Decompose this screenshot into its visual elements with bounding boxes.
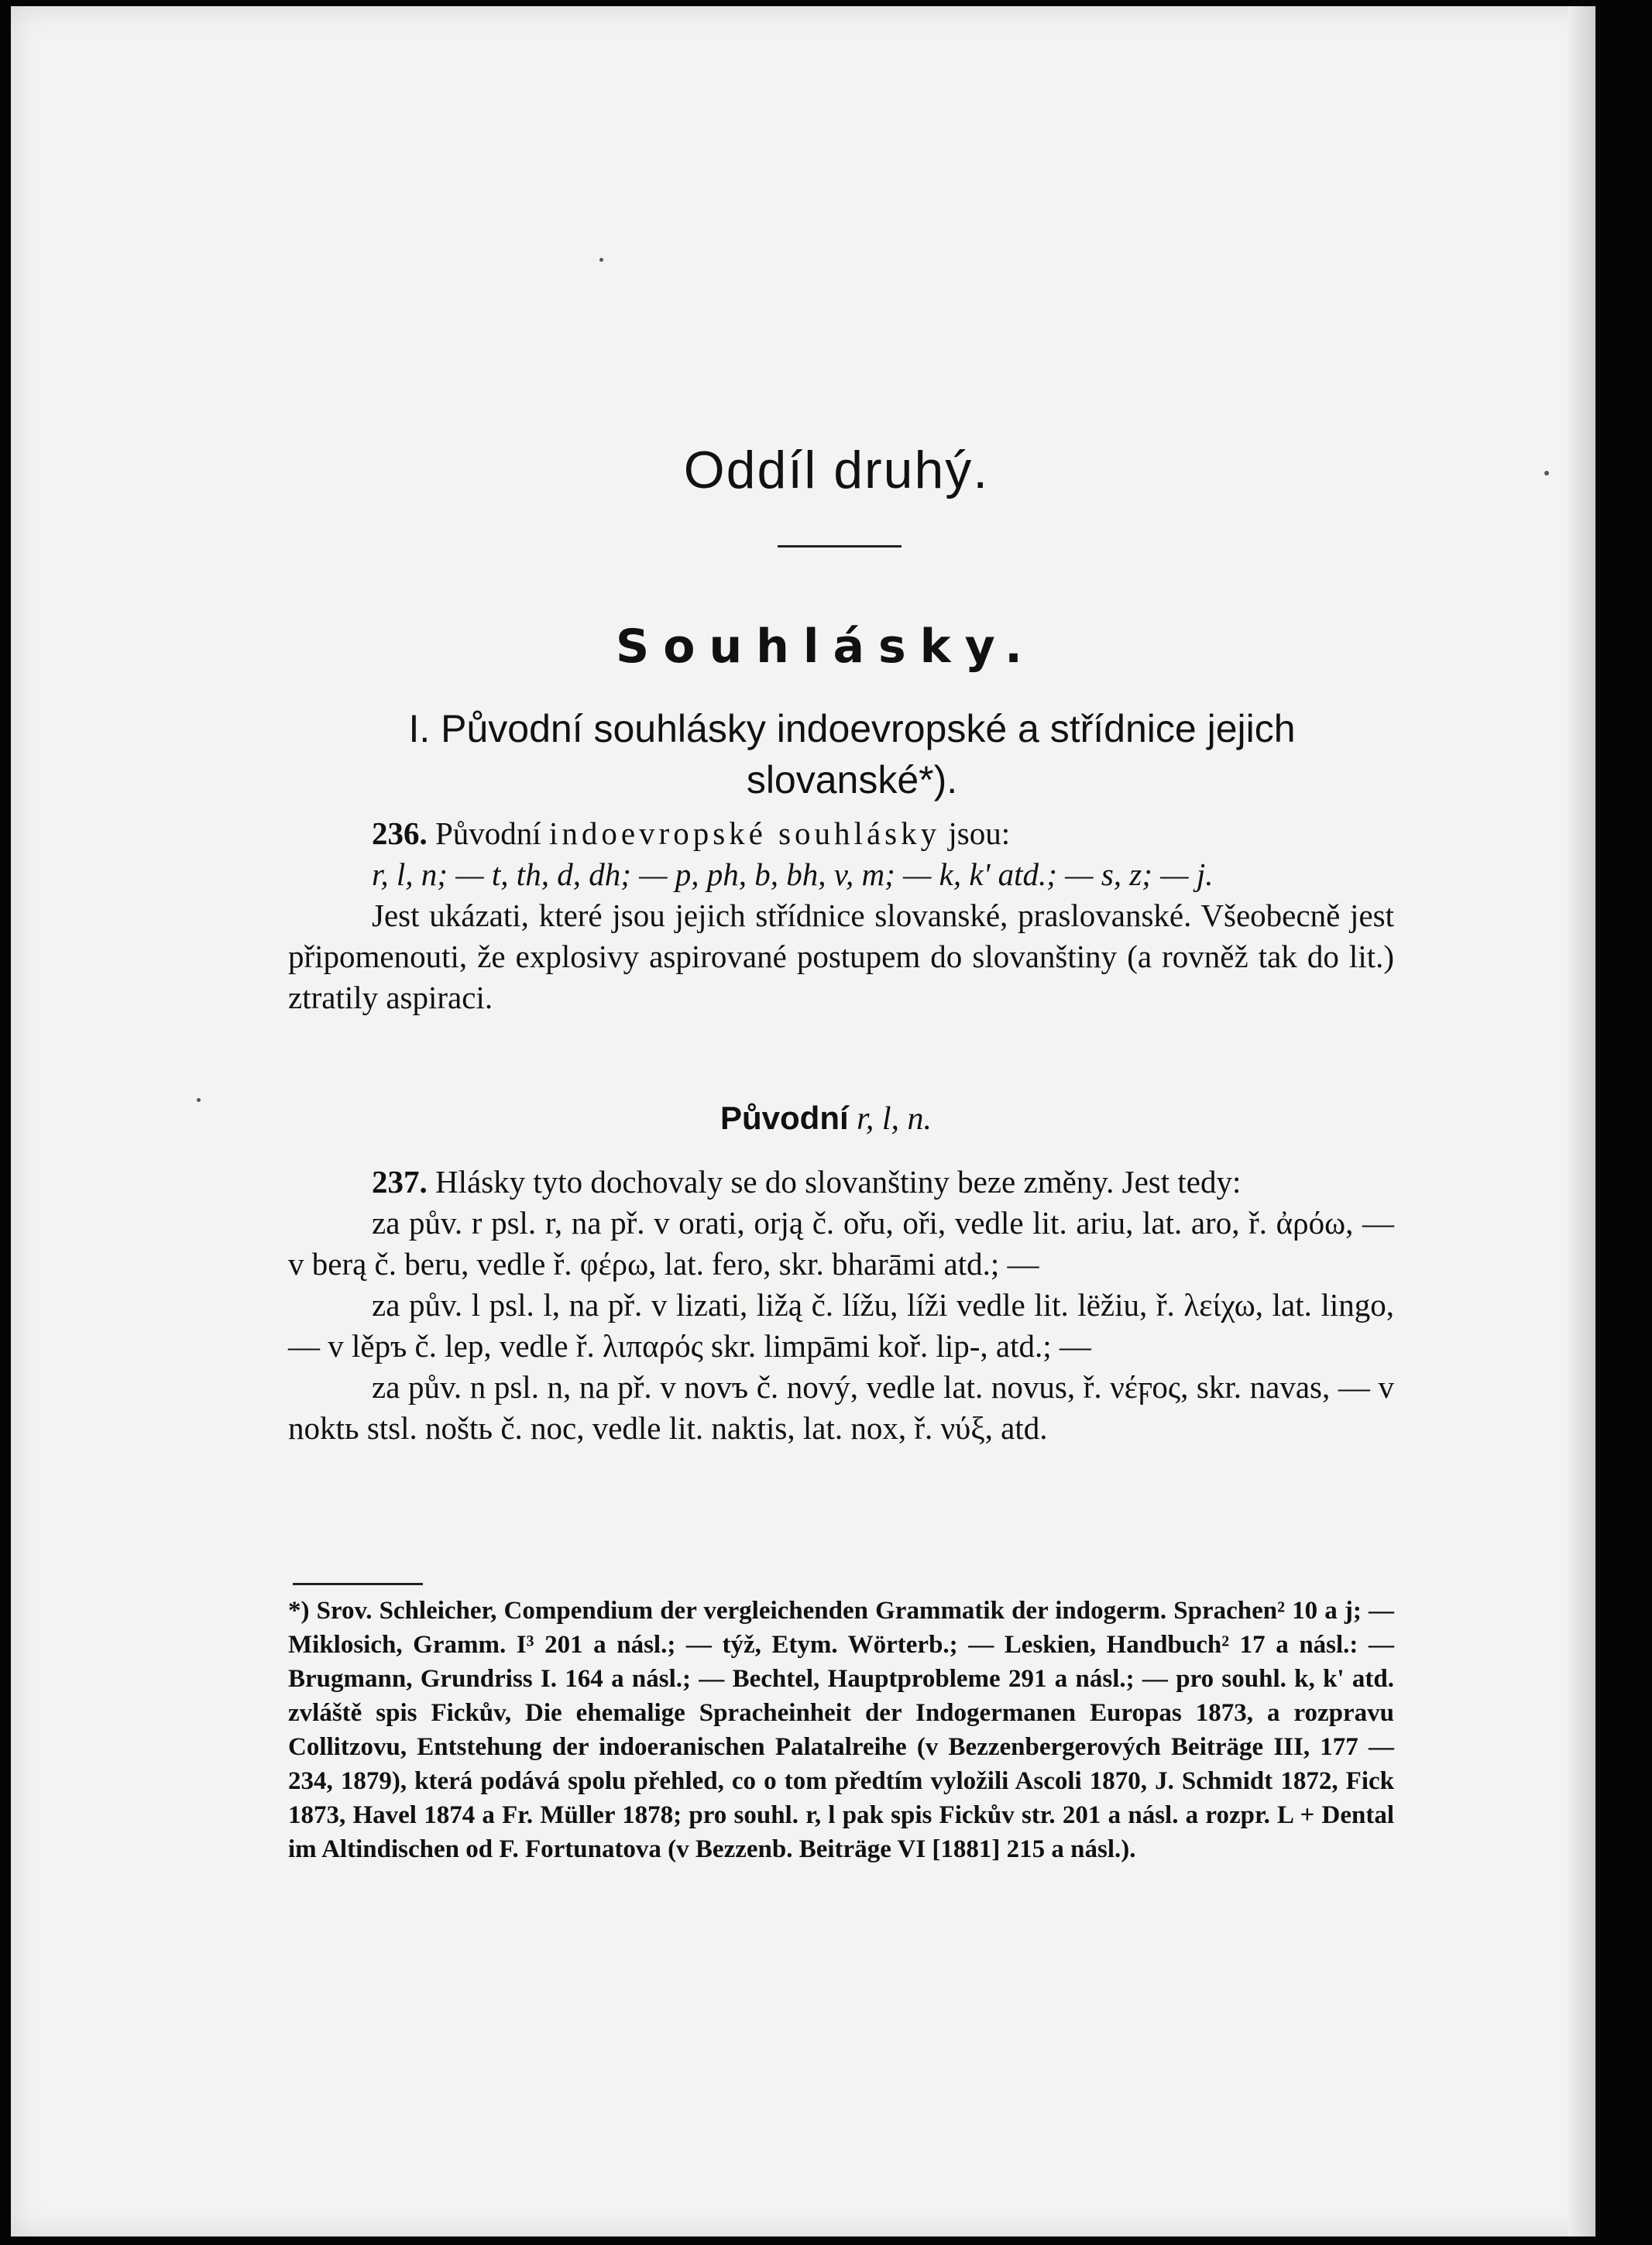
paragraph-number: 237. [372, 1164, 428, 1200]
paragraph-236-lead [288, 813, 1394, 854]
paragraph-237 [288, 1162, 1394, 1449]
footnote-text: *) Srov. Schleicher, Compendium der vergleichenden Grammatik der indogerm. Sprachen² 10 a j; — Miklosich, Gramm. I³ 201 a násl.; — týž, Etym. Wörterb.; — Leskien, Handbuch² 17 a násl.: — Brugmann, Grundriss I. 164 a násl.; — Bechtel, Hauptprobleme 291 a násl.; — pro souhl. k, k' atd. zvláště spis Fickův, Die ehemalige Spracheinheit der Indogermanen Europas 1873, a rozpravu Collitzovu, Entstehung der indoeranischen Palatalreihe (v Bezzenbergerových Beiträge III, 177 — 234, 1879), která podává spolu přehled, co o tom předtím vyložili Ascoli 1870, J. Schmidt 1872, Fick 1873, Havel 1874 a Fr. Müller 1878; pro souhl. r, l pak spis Fickův str. 201 a násl. a rozpr. L + Dental im Altindischen od F. Fortunatova (v Bezzenb. Beiträge VI [1881] 215 a násl.). [288, 1597, 1394, 1863]
r-examples: za pův. r psl. r, na př. v orati, orją č. ořu, oři, vedle lit. ariu, lat. aro, ř. ἀρόω, — v berą č. beru, vedle ř. φέρω, lat. fero, skr. bharāmi atd.; — [288, 1205, 1394, 1282]
heading-puvodni-bold: Původní [720, 1100, 849, 1136]
footnote [288, 1594, 1394, 1866]
paragraph-237-text: Hlásky tyto dochovaly se do slovanštiny beze změny. Jest tedy: [435, 1164, 1242, 1200]
heading-puvodni-rln [0, 1100, 1652, 1138]
footnote-divider [293, 1583, 423, 1585]
paragraph-236 [288, 813, 1394, 1018]
subsection-heading: I. Původní souhlásky indoevropské a střídnice jejich slovanské*). [408, 707, 1296, 802]
heading-puvodni-italic: r, l, n. [857, 1101, 932, 1137]
page-title: Oddíl druhý. [683, 441, 990, 499]
consonant-list: r, l, n; — t, th, d, dh; — p, ph, b, bh, v, m; — k, k' atd.; — s, z; — j. [372, 856, 1214, 892]
paragraph-237-lead [288, 1162, 1394, 1203]
paragraph-lead-word: Původní [435, 815, 541, 851]
l-examples: za pův. l psl. l, na př. v lizati, ližą č. lížu, líži vedle lit. lëžiu, ř. λείχω, lat. lingo, — v lěpъ č. lep, vedle ř. λιπαρός skr. limpāmi koř. lip-, atd.; — [288, 1287, 1394, 1364]
scan-speck [599, 258, 603, 262]
paragraph-number: 236. [372, 815, 428, 851]
spaced-term: indoevropské souhlásky [548, 815, 941, 851]
title-divider [778, 545, 902, 548]
paragraph-lead-end: jsou: [948, 815, 1011, 851]
n-examples: za pův. n psl. n, na př. v novъ č. nový, vedle lat. novus, ř. νέϝος, skr. navas, — v noktь stsl. noštь č. noc, vedle lit. naktis, lat. nox, ř. νύξ, atd. [288, 1369, 1394, 1446]
section-heading: Souhlásky. [616, 620, 1036, 674]
paragraph-236-body: Jest ukázati, které jsou jejich střídnice slovanské, praslovanské. Všeobecně jest připomenouti, že explosivy aspirované postupem do slovanštiny (a rovněž tak do lit.) ztratily aspiraci. [288, 898, 1394, 1015]
